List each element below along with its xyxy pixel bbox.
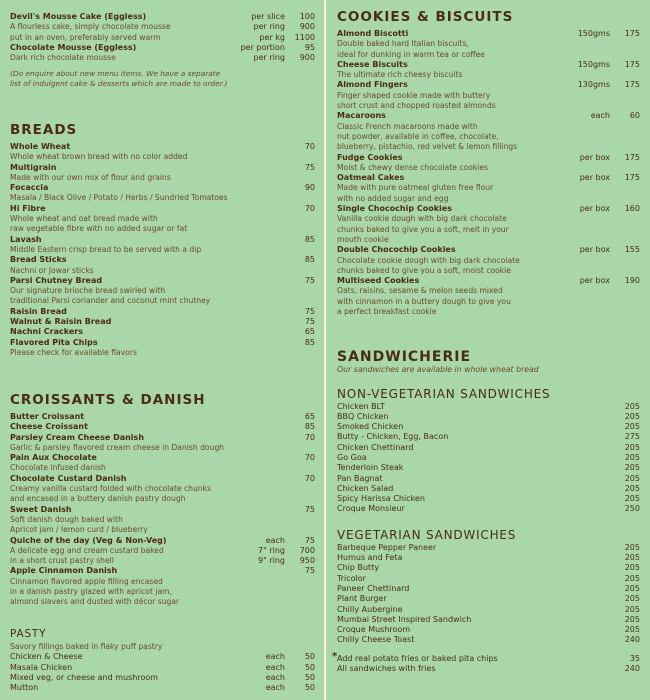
column-divider xyxy=(324,0,326,700)
menu-item xyxy=(337,173,640,183)
menu-item xyxy=(337,494,640,504)
item-name: Spicy Harissa Chicken xyxy=(337,494,425,504)
menu-item xyxy=(337,474,640,484)
menu-item xyxy=(337,412,640,422)
pasty-list xyxy=(10,652,315,693)
item-price: 75 xyxy=(304,317,315,327)
item-price: 160 xyxy=(624,204,640,214)
breads-list xyxy=(10,142,315,358)
item-name: Tenderloin Steak xyxy=(337,463,404,473)
item-price: 205 xyxy=(624,483,640,493)
menu-item xyxy=(337,453,640,463)
item-desc: traditional Parsi coriander and coconut mint chutney xyxy=(10,296,211,306)
menu-item: Devil's Mousse Cake (Eggless) per slice 100 xyxy=(10,12,315,21)
item-name: Butty - Chicken, Egg, Bacon xyxy=(337,432,449,442)
menu-item xyxy=(10,235,315,245)
menu-item xyxy=(337,543,640,553)
item-desc: Our signature brioche bread swirled with xyxy=(10,286,166,296)
section-title: CROISSANTS & DANISH xyxy=(10,392,206,408)
item-price: 205 xyxy=(624,573,640,583)
item-price: 205 xyxy=(624,625,640,635)
item-desc: Vanilla cookie dough with big dark chocolate xyxy=(337,214,507,224)
item-name: Croque Monsieur xyxy=(337,504,405,514)
item-name: Masala Chicken xyxy=(10,662,73,672)
cookies-list xyxy=(337,29,640,317)
item-desc: Masala / Black Olive / Potato / Herbs / Sundried Tomatoes xyxy=(10,193,228,203)
item-unit: each xyxy=(265,683,285,693)
item-name: Chicken & Cheese xyxy=(10,652,83,662)
item-price: 175 xyxy=(624,29,640,38)
menu-item xyxy=(10,412,315,422)
item-price: 700 xyxy=(299,545,315,555)
item-name: Chilly Aubergine xyxy=(337,604,403,614)
item-price: 205 xyxy=(624,473,640,483)
item-price: 205 xyxy=(624,583,640,593)
menu-item xyxy=(337,276,640,286)
veg-title: VEGETARIAN SANDWICHES xyxy=(337,527,517,542)
item-price: 205 xyxy=(624,442,640,452)
item-name: Butter Croissant xyxy=(10,412,85,421)
item-desc: and encased in a buttery danish pastry dough xyxy=(10,494,186,504)
nonveg-list xyxy=(337,402,640,515)
menu-item xyxy=(10,163,315,173)
item-unit: each xyxy=(265,535,285,545)
item-unit: each xyxy=(590,111,610,121)
menu-item xyxy=(10,505,315,515)
item-unit: per box xyxy=(579,173,610,183)
menu-item xyxy=(10,142,315,152)
item-name: Apple Cinnamon Danish xyxy=(10,566,118,576)
section-title: BREADS xyxy=(10,122,78,138)
item-price: 75 xyxy=(304,535,315,545)
item-name: Multiseed Cookies xyxy=(337,276,420,286)
menu-item xyxy=(337,635,640,645)
item-price: 190 xyxy=(624,276,640,286)
item-name: Parsi Chutney Bread xyxy=(10,275,103,285)
menu-item xyxy=(337,29,640,39)
section-title: PASTY xyxy=(10,628,47,640)
item-name: BBQ Chicken xyxy=(337,411,389,421)
item-desc: ideal for dunking in warm tea or coffee xyxy=(337,49,485,59)
item-name: Double Chocochip Cookies xyxy=(337,245,456,255)
item-name: Add real potato fries or baked pita chips xyxy=(337,653,498,663)
item-price: 240 xyxy=(624,664,640,674)
item-price: 50 xyxy=(304,683,315,693)
menu-item xyxy=(337,553,640,563)
item-price: 275 xyxy=(624,432,640,442)
item-price: 70 xyxy=(304,453,315,463)
item-price: 50 xyxy=(304,662,315,672)
menu-item xyxy=(337,245,640,255)
item-price: 205 xyxy=(624,553,640,563)
item-price: 250 xyxy=(624,504,640,514)
item-desc: The ultimate rich cheesy biscuits xyxy=(337,70,463,80)
item-unit: per box xyxy=(579,204,610,214)
item-desc: Whole wheat and oat bread made with xyxy=(10,214,158,224)
item-name: Chicken BLT xyxy=(337,401,385,411)
menu-item xyxy=(10,683,315,693)
item-name: Mumbai Street Inspired Sandwich xyxy=(337,614,472,624)
item-desc: Moist & chewy dense chocolate cookies xyxy=(337,162,488,172)
menu-item xyxy=(10,183,315,193)
item-price: 75 xyxy=(304,162,315,172)
note: (Do enquire about new menu items. We have a separate xyxy=(10,69,221,79)
item-desc: Apricot jam / lemon curd / blueberry xyxy=(10,525,148,535)
menu-item xyxy=(10,327,315,337)
menu-item: Chocolate Mousse (Eggless) per portion 95 xyxy=(10,42,315,52)
item-desc: Finger shaped cookie made with buttery xyxy=(337,90,491,100)
item-name: Parsley Cream Cheese Danish xyxy=(10,432,145,442)
menu-item-desc: Dark rich chocolate mousse per ring 900 xyxy=(10,53,315,63)
item-desc: Chocolate cookie dough with big dark chocolate xyxy=(337,255,520,265)
item-unit: per box xyxy=(579,276,610,286)
menu-item xyxy=(337,422,640,432)
item-name: Focaccia xyxy=(10,183,49,193)
item-price: 205 xyxy=(624,563,640,573)
item-price: 85 xyxy=(304,337,315,347)
item-desc: chunks baked to give you a soft, melt in your xyxy=(337,224,509,234)
menu-item xyxy=(10,663,315,673)
item-name: Quiche of the day (Veg & Non-Veg) xyxy=(10,535,167,545)
item-price: 85 xyxy=(304,234,315,244)
item-price: 175 xyxy=(624,59,640,69)
item-price: 205 xyxy=(624,422,640,432)
item-desc: Creamy vanilla custard folded with chocolate chunks xyxy=(10,484,211,494)
item-unit: 130gms xyxy=(577,80,610,90)
item-name: Almond Biscotti xyxy=(337,29,409,38)
item-name: Oatmeal Cakes xyxy=(337,173,405,183)
item-desc: Chocolate infused danish xyxy=(10,463,106,473)
item-desc: nut powder, available in coffee, chocolate, xyxy=(337,131,499,141)
item-name: Pan Bagnat xyxy=(337,473,383,483)
item-price: 205 xyxy=(624,463,640,473)
item-price: 85 xyxy=(304,255,315,265)
item-unit: per box xyxy=(579,245,610,255)
menu-item xyxy=(337,432,640,442)
note: list of indulgent cake & desserts which are made to order.) xyxy=(10,78,228,88)
item-desc: in a danish pastry glazed with apricot jam, xyxy=(10,587,172,597)
section-desc: Savory fillings baked in flaky puff pastry xyxy=(10,642,163,651)
croissants-list xyxy=(10,412,315,608)
menu-item-desc: put in an oven, preferably served warm per kg 1100 xyxy=(10,32,315,42)
menu-item xyxy=(10,433,315,443)
nonveg-title: NON-VEGETARIAN SANDWICHES xyxy=(337,386,551,401)
item-desc: a perfect breakfast cookie xyxy=(337,307,437,317)
item-name: Lavash xyxy=(10,234,42,244)
menu-item-desc: A flourless cake, simply chocolate mousse per ring 900 xyxy=(10,22,315,32)
menu-item xyxy=(10,652,315,662)
item-price: 35 xyxy=(629,653,640,663)
item-desc: Double baked hard Italian biscuits, xyxy=(337,39,469,49)
item-desc: Garlic & parsley flavored cream cheese in Danish dough xyxy=(10,442,224,452)
item-name: Mutton xyxy=(10,683,39,693)
item-name: Plant Burger xyxy=(337,594,387,604)
item-price: 65 xyxy=(304,327,315,337)
menu-item xyxy=(337,204,640,214)
item-unit: 150gms xyxy=(577,29,610,38)
item-desc: Soft danish dough baked with xyxy=(10,514,123,524)
item-price: 75 xyxy=(304,504,315,514)
item-desc: Please check for available flavors xyxy=(10,347,137,357)
item-name: Macaroons xyxy=(337,111,386,121)
item-name: Pain Aux Chocolate xyxy=(10,453,97,463)
item-desc: mouth cookie xyxy=(337,234,389,244)
item-name: Humus and Feta xyxy=(337,553,403,563)
menu-item xyxy=(337,574,640,584)
item-price: 205 xyxy=(624,604,640,614)
menu-item xyxy=(337,504,640,514)
item-name: Chicken Salad xyxy=(337,483,394,493)
menu-item xyxy=(337,615,640,625)
menu-item xyxy=(337,60,640,70)
item-price: 175 xyxy=(624,173,640,183)
item-name: Multigrain xyxy=(10,162,57,172)
item-name: Nachni Crackers xyxy=(10,327,83,337)
item-price: 60 xyxy=(629,111,640,121)
item-desc: with no added sugar and egg xyxy=(337,193,449,203)
item-price: 75 xyxy=(304,566,315,576)
cakes-section xyxy=(10,12,315,88)
sandwich-section xyxy=(332,349,640,674)
item-price: 175 xyxy=(624,80,640,90)
item-name: Mixed veg, or cheese and mushroom xyxy=(10,672,159,682)
item-price: 950 xyxy=(299,556,315,566)
item-name: Paneer Chettinard xyxy=(337,583,410,593)
item-unit: 9" ring xyxy=(258,556,285,566)
item-desc: Made with pure oatmeal gluten free flour xyxy=(337,183,494,193)
item-name: Smoked Chicken xyxy=(337,422,404,432)
item-name: Single Chocochip Cookies xyxy=(337,204,452,214)
item-desc: in a short crust pastry shell xyxy=(10,556,114,566)
item-price: 205 xyxy=(624,542,640,552)
item-price: 70 xyxy=(304,473,315,483)
breads-section xyxy=(10,122,315,358)
item-price: 70 xyxy=(304,203,315,213)
item-price: 205 xyxy=(624,614,640,624)
item-name: Raisin Bread xyxy=(10,306,67,316)
item-unit: 150gms xyxy=(577,59,610,69)
menu-item xyxy=(337,584,640,594)
item-desc: with cinnamon in a buttery dough to give you xyxy=(337,296,511,306)
item-desc: Cinnamon flavored apple filling encased xyxy=(10,576,163,586)
menu-item xyxy=(10,673,315,683)
item-desc: A delicate egg and cream custard baked xyxy=(10,545,164,555)
menu-item xyxy=(337,625,640,635)
item-desc: Whole wheat brown bread with no color added xyxy=(10,152,188,162)
item-name: Go Goa xyxy=(337,452,367,462)
menu-item xyxy=(10,276,315,286)
item-name: Chicken Chettinard xyxy=(337,442,414,452)
item-name: All sandwiches with fries xyxy=(337,664,436,674)
item-price: 70 xyxy=(304,142,315,151)
menu-item xyxy=(337,664,640,674)
item-price: 50 xyxy=(304,672,315,682)
item-unit: each xyxy=(265,672,285,682)
item-desc: raw vegetable fibre with no added sugar or fat xyxy=(10,224,188,234)
item-price: 90 xyxy=(304,183,315,193)
section-title: COOKIES & BISCUITS xyxy=(337,9,514,25)
item-price: 205 xyxy=(624,452,640,462)
menu-item xyxy=(10,536,315,546)
item-desc: Middle Eastern crisp bread to be served with a dip xyxy=(10,244,202,254)
item-desc: Classic French macaroons made with xyxy=(337,121,478,131)
menu-item xyxy=(337,605,640,615)
item-name: Walnut & Raisin Bread xyxy=(10,317,112,327)
menu-item xyxy=(337,402,640,412)
item-desc: chunks baked to give you a soft, moist cookie xyxy=(337,265,511,275)
item-name: Tricolor xyxy=(337,573,366,583)
item-desc-line xyxy=(10,546,315,556)
item-price: 75 xyxy=(304,275,315,285)
cookies-section xyxy=(337,9,640,317)
menu-item xyxy=(10,255,315,265)
menu-item xyxy=(337,111,640,121)
item-price: 85 xyxy=(304,422,315,432)
item-desc: Made with our own mix of flour and grains xyxy=(10,172,171,182)
menu-item xyxy=(337,463,640,473)
menu-item xyxy=(10,474,315,484)
menu-item xyxy=(10,566,315,576)
menu-item xyxy=(337,594,640,604)
menu-item xyxy=(10,307,315,317)
item-desc: almond slavers and dusted with décor sugar xyxy=(10,597,180,607)
veg-list xyxy=(337,543,640,646)
menu-item xyxy=(337,654,640,664)
item-unit: each xyxy=(265,662,285,672)
item-price: 75 xyxy=(304,306,315,316)
item-price: 70 xyxy=(304,432,315,442)
item-name: Cheese Biscuits xyxy=(337,59,408,69)
menu-item xyxy=(337,153,640,163)
item-desc: Oats, raisins, sesame & melon seeds mixed xyxy=(337,286,503,296)
item-desc: short crust and chopped roasted almonds xyxy=(337,101,496,111)
menu-item xyxy=(337,80,640,90)
item-price: 205 xyxy=(624,401,640,411)
addons xyxy=(332,650,640,675)
item-desc-line xyxy=(10,556,315,566)
menu-item xyxy=(337,563,640,573)
item-name: Bread Sticks xyxy=(10,255,67,265)
item-unit: each xyxy=(265,652,285,662)
addons-list xyxy=(337,654,640,675)
item-price: 240 xyxy=(624,635,640,645)
pasty-section xyxy=(10,628,315,693)
menu-item xyxy=(10,422,315,432)
item-price: 175 xyxy=(624,152,640,162)
item-desc: Nachni or Jowar sticks xyxy=(10,265,94,275)
menu-item xyxy=(337,443,640,453)
item-name: Whole Wheat xyxy=(10,142,71,151)
item-price: 205 xyxy=(624,411,640,421)
item-name: Sweet Danish xyxy=(10,504,72,514)
item-price: 205 xyxy=(624,594,640,604)
item-unit: 7" ring xyxy=(258,545,285,555)
item-name: Chip Butty xyxy=(337,563,380,573)
item-name: Hi Fibre xyxy=(10,203,46,213)
menu-item xyxy=(10,338,315,348)
croissants-section xyxy=(10,392,315,608)
menu-item xyxy=(337,484,640,494)
item-name: Barbeque Pepper Paneer xyxy=(337,542,437,552)
item-name: Chocolate Custard Danish xyxy=(10,473,127,483)
menu-item xyxy=(10,317,315,327)
item-desc: blueberry, pistachio, red velvet & lemon fillings xyxy=(337,142,518,152)
item-unit: per box xyxy=(579,152,610,162)
item-price: 65 xyxy=(304,412,315,421)
item-name: Cheese Croissant xyxy=(10,422,88,432)
section-title: SANDWICHERIE xyxy=(337,349,472,365)
item-name: Almond Fingers xyxy=(337,80,408,90)
menu-item xyxy=(10,204,315,214)
item-price: 50 xyxy=(304,652,315,662)
item-price: 205 xyxy=(624,494,640,504)
menu-item xyxy=(10,453,315,463)
asterisk: * xyxy=(332,650,338,662)
item-price: 155 xyxy=(624,245,640,255)
item-name: Chilly Cheese Toast xyxy=(337,635,415,645)
item-name: Flavored Pita Chips xyxy=(10,337,98,347)
item-name: Croque Mushroom xyxy=(337,625,411,635)
item-name: Fudge Cookies xyxy=(337,152,403,162)
section-subtitle: Our sandwiches are available in whole wheat bread xyxy=(337,365,539,374)
